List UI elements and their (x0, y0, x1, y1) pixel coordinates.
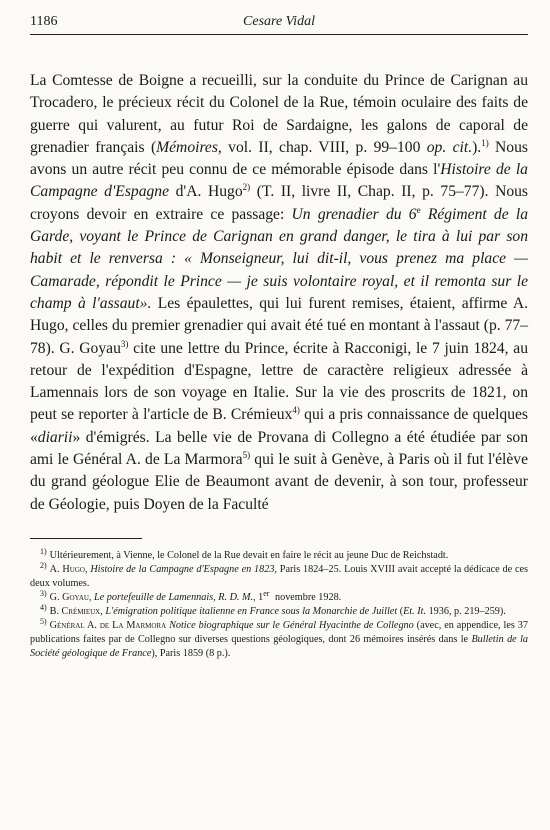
footnote-title: Histoire de la Campagne d'Espagne en 1823 (90, 563, 275, 575)
footnote-title: L'émigration politique italienne en France sous la Monarchie de Juillet (105, 605, 398, 617)
footnote-text: , Paris 1824–25. Louis XVIII avait accepté la dédicace de ces deux volumes. (30, 563, 528, 589)
footnote-text: (avec, en appendice, les 37 publications faites par de Collegno sur diverses questions géologiques, dont 26 mémoires insérés dans le (30, 619, 528, 645)
footnote-number: 1) (40, 546, 47, 556)
text-run: La Comtesse de Boigne a recueilli, sur la conduite du Prince de Carignan au Trocadero, le précieux récit du Colonel de la Rue, témoin oculaire des faits de guerre qui valurent, au futur Roi de Sardaigne, les galons de caporal de grenadier français ( (30, 72, 528, 156)
page-header (30, 12, 528, 36)
text-run-italic: Mémoires (156, 138, 218, 156)
footnote-title: Notice biographique sur le Général Hyacinthe de Collegno (169, 619, 414, 631)
body-text (30, 70, 528, 516)
text-run: cite une lettre du Prince, écrite à Racconigi, le 7 juin 1824, au retour de l'expédition d'Espagne, lettre de caractère religieux adressée à Lamennais lors de son voyage en Italie. Sur la vie des proscrits de 1821, on peut se reporter à l'article de B. Crémieux (30, 339, 528, 424)
header-rule (30, 34, 528, 35)
footnote-2 (30, 560, 528, 591)
footnote-5 (30, 616, 528, 661)
footnote-number: 2) (40, 560, 47, 570)
text-run: qui a pris connaissance de quelques « (30, 406, 529, 446)
footnote-ref-2[interactable]: 2) (242, 182, 251, 193)
footnote-rule (30, 538, 142, 539)
footnote-journal: Et. It. (403, 605, 427, 617)
footnote-text: 1936, p. 219–259). (426, 605, 506, 617)
text-run: qui le suit à Genève, à Paris où il fut l'élève du grand géologue Elie de Beaumont avant de devenir, à son tour, professeur de Géologie, puis Doyen de la Faculté (30, 451, 529, 513)
footnote-number: 3) (40, 588, 47, 598)
text-run: , vol. II, chap. VIII, p. 99–100 (217, 138, 427, 156)
footnote-author: G. Goyau, (49, 591, 95, 603)
text-run: Les épaulettes, qui lui furent remises, étaient, affirme A. Hugo, celles du premier grenadier qui avait été tué en montant à l'assaut (p. 77–78). G. Goyau (30, 294, 529, 357)
footnote-text: Ultérieurement, à Vienne, le Colonel de la Rue devait en faire le récit au jeune Duc de Reichstadt. (49, 549, 449, 561)
footnote-text: , 1 (253, 591, 264, 603)
text-run: (T. II, livre II, Chap. II, p. 75–77). Nous croyons devoir en extraire ce passage: (30, 183, 529, 223)
main-paragraph (30, 70, 528, 516)
page-number: 1186 (30, 14, 58, 29)
footnote-ref-3[interactable]: 3) (120, 338, 129, 349)
footnote-author: Général A. de La Marmora (49, 619, 170, 631)
footnote-4 (30, 602, 528, 619)
text-run-italic: op. cit. (426, 138, 473, 156)
page (30, 12, 528, 661)
footnote-text: ), Paris 1859 (8 p.). (151, 647, 231, 659)
footnote-number: 5) (40, 616, 47, 626)
footnote-ref-1[interactable]: 1) (481, 137, 489, 148)
footnote-journal: Bulletin de la Société géologique de France (30, 633, 528, 659)
text-run: ). (472, 138, 482, 156)
footnote-number: 4) (40, 602, 47, 612)
text-run-italic: diarii (37, 428, 73, 446)
footnote-text: novembre 1928. (272, 591, 342, 603)
text-run-italic: Régiment de la Garde, voyant le Prince de Carignan en grand danger, le tira à lui par son habit et le renversa : « Monseigneur, lui dit-il, vous prenez ma place — Camarade, répondit le Prince — je suis volontaire royal, et il remonta sur le champ à l'assaut». (30, 205, 528, 312)
footnote-text: ( (397, 605, 404, 617)
footnote-3 (30, 588, 528, 605)
text-run-italic: Histoire de la Campagne d'Espagne (30, 161, 528, 201)
superscript: er (263, 588, 270, 598)
superscript: e (416, 204, 421, 215)
footnotes (30, 546, 528, 661)
footnote-author: B. Crémieux, (49, 605, 106, 617)
text-run: » d'émigrés. La belle vie de Provana di Collegno a été étudiée par son ami le Général A. de La Marmora (30, 428, 528, 469)
footnote-title: Le portefeuille de Lamennais, R. D. M. (94, 591, 254, 603)
footnote-ref-4[interactable]: 4) (292, 405, 300, 416)
text-run-italic: Un grenadier du 6 (291, 205, 417, 223)
footnote-author: A. Hugo, (49, 563, 91, 575)
footnote-1 (30, 546, 528, 563)
running-title: Cesare Vidal (243, 14, 315, 29)
text-run: d'A. Hugo (169, 183, 243, 201)
text-run: Nous avons un autre récit peu connu de ce mémorable épisode dans l' (30, 138, 528, 179)
footnote-ref-5[interactable]: 5) (242, 449, 251, 460)
